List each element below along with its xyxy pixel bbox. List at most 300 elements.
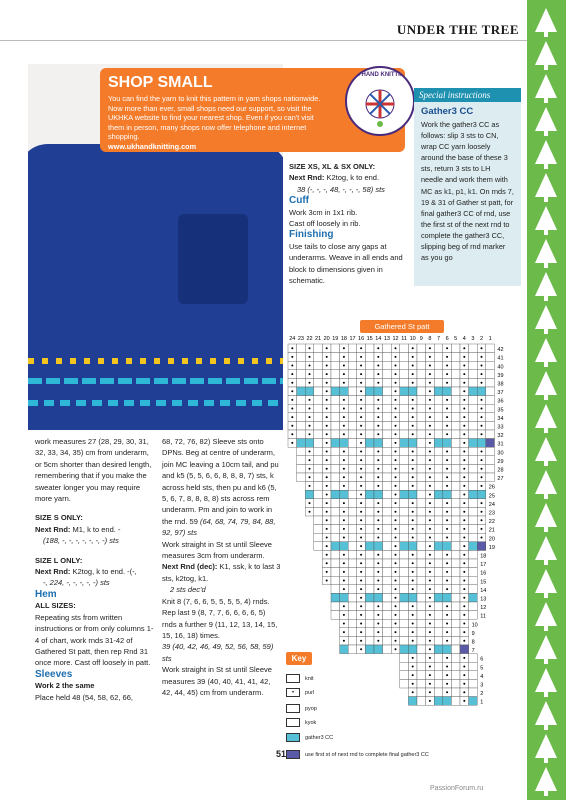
chart-cell (434, 576, 443, 585)
purl-dot (412, 683, 414, 685)
chart-row-label: 16 (480, 570, 487, 577)
chart-cell (383, 525, 392, 534)
special-instructions-heading: Special instructions (414, 88, 521, 102)
chart-cell (400, 619, 409, 628)
chart-cell (469, 473, 478, 482)
logo-text: UK HAND KNITTING (351, 72, 409, 78)
chart-cell (331, 516, 340, 525)
chart-cell (451, 593, 460, 602)
purl-dot (463, 433, 465, 435)
chart-cell (348, 473, 357, 482)
chart-cell (451, 533, 460, 542)
key-item (286, 704, 317, 713)
sleeves-subtitle: Work 2 the same (35, 681, 95, 691)
chart-cell (434, 619, 443, 628)
purl-dot (463, 623, 465, 625)
purl-dot (481, 468, 483, 470)
left-column (35, 436, 157, 703)
purl-dot (481, 519, 483, 521)
tree-icon (535, 140, 557, 164)
chart-cell (477, 439, 486, 448)
cuff-title: Cuff (289, 195, 309, 207)
purl-dot (395, 356, 397, 358)
chart-row-label: 26 (488, 484, 495, 491)
purl-dot (360, 588, 362, 590)
chart-cell (451, 671, 460, 680)
chart-cell (383, 439, 392, 448)
purl-dot (326, 485, 328, 487)
chart-row-label: 10 (471, 622, 478, 629)
chart-cell (417, 688, 426, 697)
chart-cell (331, 490, 340, 499)
chart-cell (383, 602, 392, 611)
purl-dot (446, 373, 448, 375)
chart-cell (365, 447, 374, 456)
chart-cell (451, 688, 460, 697)
purl-dot (377, 408, 379, 410)
chart-cell (314, 542, 323, 551)
chart-cell (400, 344, 409, 353)
chart-cell (434, 456, 443, 465)
chart-cell (451, 697, 460, 706)
chart-cell (374, 542, 383, 551)
chart-cell (417, 628, 426, 637)
tree-icon (535, 371, 557, 395)
chart-cell (314, 499, 323, 508)
chart-cell (365, 507, 374, 516)
chart-cell (348, 464, 357, 473)
chart-cell (348, 430, 357, 439)
chart-cell (434, 507, 443, 516)
purl-dot (343, 588, 345, 590)
chart-column-label: 8 (428, 336, 432, 342)
chart-row-label: 18 (480, 553, 487, 560)
chart-cell (331, 576, 340, 585)
chart-cell (434, 361, 443, 370)
purl-dot (377, 365, 379, 367)
purl-dot (412, 347, 414, 349)
next-rnd-text: K2tog, k to end. (324, 173, 380, 183)
purl-dot (446, 425, 448, 427)
chart-cell (451, 619, 460, 628)
purl-dot (412, 399, 414, 401)
next-rnd-text: M1, k to end. - (70, 524, 121, 534)
cuff-line-2: Cast off loosely in rib. (289, 219, 361, 229)
chart-cell (365, 576, 374, 585)
chart-cell (314, 404, 323, 413)
purl-dot (446, 588, 448, 590)
sleeve-pickup-text: 68, 72, 76, 82) Sleeve sts onto DPNs. Beg at centre of underarm, join MC leaving a 10cm tail, and pu and k5 (5, 5, 6, 6, 8, 8, 8, 7) sts, k across held sts, then pu and k6 (5, 5, 6, 7, 8, 8, 8, 8) sts across rem underarm. Pm and join to work in the rnd. 59 (162, 437, 279, 526)
chart-cell (417, 602, 426, 611)
purl-dot (326, 373, 328, 375)
chart-cell (417, 413, 426, 422)
chart-cell (314, 482, 323, 491)
chart-cell (443, 645, 452, 654)
chart-cell (348, 636, 357, 645)
purl-dot (446, 605, 448, 607)
shop-small-url[interactable]: www.ukhandknitting.com (108, 141, 197, 151)
chart-cell (297, 473, 306, 482)
purl-dot (446, 399, 448, 401)
chart-cell (451, 439, 460, 448)
chart-cell (417, 507, 426, 516)
purl-dot (360, 580, 362, 582)
chart-cell (348, 550, 357, 559)
chart-cell (365, 585, 374, 594)
purl-dot (377, 580, 379, 582)
chart-cell (297, 464, 306, 473)
purl-dot (343, 571, 345, 573)
purl-dot (326, 459, 328, 461)
chart-cell (469, 447, 478, 456)
purl-dot (343, 399, 345, 401)
chart-cell (383, 628, 392, 637)
purl-dot (412, 640, 414, 642)
purl-dot (343, 631, 345, 633)
purl-dot (412, 433, 414, 435)
purl-dot (481, 373, 483, 375)
chart-cell (348, 378, 357, 387)
purl-dot (429, 390, 431, 392)
purl-dot (446, 365, 448, 367)
chart-cell (469, 370, 478, 379)
chart-cell (340, 387, 349, 396)
purl-dot (343, 554, 345, 556)
chart-cell (314, 439, 323, 448)
chart-cell (383, 542, 392, 551)
chart-cell (434, 430, 443, 439)
purl-dot (429, 691, 431, 693)
chart-cell (469, 387, 478, 396)
chart-cell (469, 550, 478, 559)
chart-cell (331, 370, 340, 379)
purl-dot (481, 476, 483, 478)
sleeves-title: Sleeves (35, 668, 73, 680)
chart-cell (331, 559, 340, 568)
chart-row-label: 5 (480, 665, 484, 672)
chart-column-label: 20 (323, 336, 330, 342)
purl-dot (446, 657, 448, 659)
purl-dot (395, 640, 397, 642)
chart-cell (400, 628, 409, 637)
chart-cell (434, 593, 443, 602)
chart-column-label: 24 (289, 336, 296, 342)
chart-cell (434, 370, 443, 379)
chart-cell (434, 482, 443, 491)
purl-dot (326, 356, 328, 358)
purl-dot (481, 416, 483, 418)
purl-dot (481, 408, 483, 410)
chart-row-label: 22 (488, 519, 495, 526)
purl-dot (412, 408, 414, 410)
chart-cell (434, 645, 443, 654)
purl-dot (343, 511, 345, 513)
purl-dot (360, 468, 362, 470)
chart-cell (434, 447, 443, 456)
purl-dot (291, 399, 293, 401)
chart-cell (400, 370, 409, 379)
chart-cell (434, 559, 443, 568)
chart-cell (400, 430, 409, 439)
chart-cell (331, 585, 340, 594)
chart-cell (383, 619, 392, 628)
purl-dot (377, 373, 379, 375)
final-straight-text: Work straight in St st until Sleeve measures 39 (40, 40, 41, 41, 42, 42, 44, 45) cm from underarm. (162, 665, 272, 697)
purl-dot (429, 502, 431, 504)
chart-cell (314, 464, 323, 473)
purl-dot (446, 468, 448, 470)
chart-cell (365, 550, 374, 559)
purl-dot (429, 494, 431, 496)
chart-cell (383, 507, 392, 516)
chart-cell (383, 559, 392, 568)
chart-cell (383, 370, 392, 379)
chart-cell (297, 370, 306, 379)
purl-dot (481, 528, 483, 530)
chart-cell (451, 344, 460, 353)
chart-cell (469, 533, 478, 542)
chart-cell (451, 602, 460, 611)
chart-cell (365, 387, 374, 396)
purl-dot (395, 537, 397, 539)
purl-dot (395, 347, 397, 349)
purl-dot (429, 511, 431, 513)
chart-row-label: 28 (497, 467, 504, 474)
purl-dot (412, 459, 414, 461)
knit-rnds-text: Knit 8 (7, 6, 6, 5, 5, 5, 5, 4) rnds. (162, 596, 270, 606)
chart-cell (486, 361, 495, 370)
purl-dot (395, 648, 397, 650)
chart-cell (408, 542, 417, 551)
purl-dot (360, 511, 362, 513)
purl-dot (360, 408, 362, 410)
chart-cell (451, 679, 460, 688)
purl-dot (446, 580, 448, 582)
purl-dot (446, 476, 448, 478)
chart-cell (477, 490, 486, 499)
purl-dot (429, 373, 431, 375)
chart-row-label: 34 (497, 415, 504, 422)
chart-cell (434, 404, 443, 413)
chart-cell (305, 387, 314, 396)
chart-row-label: 35 (497, 407, 504, 414)
chart-cell (469, 361, 478, 370)
chart-row-label: 2 (480, 691, 484, 698)
chart-column-label: 16 (358, 336, 365, 342)
purl-dot (412, 605, 414, 607)
chart-cell (383, 361, 392, 370)
purl-dot (360, 390, 362, 392)
key-label: purl (305, 689, 315, 696)
purl-dot (377, 537, 379, 539)
purl-dot (429, 519, 431, 521)
purl-dot (360, 631, 362, 633)
purl-dot (463, 519, 465, 521)
purl-dot (309, 425, 311, 427)
chart-cell (348, 628, 357, 637)
blue-gather-stripe-2 (28, 400, 283, 406)
chart-cell (383, 473, 392, 482)
chart-cell (348, 559, 357, 568)
purl-dot (377, 347, 379, 349)
chart-cell (400, 507, 409, 516)
chart-row-label: 24 (488, 501, 495, 508)
chart-cell (365, 413, 374, 422)
purl-dot (343, 580, 345, 582)
purl-dot (377, 511, 379, 513)
chart-cell (451, 370, 460, 379)
purl-dot (377, 605, 379, 607)
purl-dot (446, 408, 448, 410)
chart-cell (417, 568, 426, 577)
chart-cell (331, 542, 340, 551)
purl-dot (395, 425, 397, 427)
chart-cell (417, 525, 426, 534)
chart-cell (383, 636, 392, 645)
chart-cell (297, 404, 306, 413)
purl-dot (412, 571, 414, 573)
tree-icon (535, 173, 557, 197)
purl-dot (446, 674, 448, 676)
purl-dot (291, 347, 293, 349)
next-rnd-label: Next Rnd: (289, 173, 325, 183)
chart-row-label: 38 (497, 381, 504, 388)
purl-dot (343, 433, 345, 435)
chart-cell (417, 490, 426, 499)
purl-dot (343, 416, 345, 418)
purl-dot (309, 459, 311, 461)
chart-cell (365, 464, 374, 473)
chart-cell (451, 568, 460, 577)
purl-dot (395, 580, 397, 582)
chart-cell (400, 533, 409, 542)
purl-dot (446, 537, 448, 539)
purl-dot (360, 416, 362, 418)
dec-label: Next Rnd (dec): (162, 562, 218, 572)
chart-cell (486, 404, 495, 413)
chart-cell (348, 568, 357, 577)
chart-cell (486, 430, 495, 439)
chart-cell (365, 396, 374, 405)
chart-cell (443, 697, 452, 706)
purl-dot (463, 537, 465, 539)
purl-dot (326, 580, 328, 582)
purl-dot (412, 382, 414, 384)
purl-dot (326, 519, 328, 521)
chart-cell (331, 507, 340, 516)
chart-cell (297, 413, 306, 422)
repeat-text: Rep last 9 (8, 7, 7, 6, 6, 6, 6, 5) rnds a further 9 (11, 12, 13, 14, 15, 15, 16, 18) times. (162, 608, 278, 640)
tree-icon (535, 437, 557, 461)
chart-cell (443, 542, 452, 551)
chart-cell (348, 404, 357, 413)
chart-cell (417, 516, 426, 525)
purl-dot (360, 425, 362, 427)
chart-cell (331, 413, 340, 422)
chart-cell (451, 456, 460, 465)
tree-icon (535, 701, 557, 725)
chart-cell (383, 464, 392, 473)
chart-cell (365, 533, 374, 542)
purl-dot (395, 459, 397, 461)
chart-cell (469, 516, 478, 525)
purl-dot (429, 580, 431, 582)
chart-cell (297, 396, 306, 405)
purl-dot (412, 623, 414, 625)
chart-column-label: 17 (349, 336, 356, 342)
chart-cell (331, 404, 340, 413)
purl-dot (395, 416, 397, 418)
chart-cell (451, 430, 460, 439)
purl-dot (412, 416, 414, 418)
chart-cell (469, 654, 478, 663)
chart-cell (305, 439, 314, 448)
chart-cell (383, 344, 392, 353)
chart-cell (469, 456, 478, 465)
chart-cell (434, 378, 443, 387)
chart-cell (365, 430, 374, 439)
chart-column-label: 11 (401, 336, 407, 342)
chart-cell (469, 576, 478, 585)
purl-dot (446, 502, 448, 504)
purl-dot (463, 580, 465, 582)
chart-cell (486, 473, 495, 482)
chart-row-label: 17 (480, 562, 487, 569)
purl-dot (377, 451, 379, 453)
purl-dot (326, 390, 328, 392)
purl-dot (377, 588, 379, 590)
final-gather-cell (486, 439, 495, 448)
chart-cell (417, 499, 426, 508)
purl-dot (446, 485, 448, 487)
chart-column-label: 15 (366, 336, 373, 342)
chart-cell (434, 611, 443, 620)
purl-dot (377, 528, 379, 530)
chart-cell (331, 533, 340, 542)
chart-cell (331, 396, 340, 405)
purl-dot (360, 365, 362, 367)
shop-small-title: SHOP SMALL (108, 74, 213, 91)
purl-dot (412, 451, 414, 453)
chart-cell (348, 387, 357, 396)
chart-cell (314, 387, 323, 396)
chart-cell (400, 387, 409, 396)
chart-cell (348, 602, 357, 611)
chart-cell (348, 533, 357, 542)
chart-column-label: 21 (315, 336, 322, 342)
chart-cell (331, 525, 340, 534)
chart-cell (434, 671, 443, 680)
chart-cell (314, 533, 323, 542)
purl-dot (481, 511, 483, 513)
purl-dot (309, 485, 311, 487)
chart-cell (434, 542, 443, 551)
chart-cell (331, 421, 340, 430)
purl-dot (360, 485, 362, 487)
finishing-title: Finishing (289, 229, 334, 241)
key-label: gather3 CC (305, 734, 334, 741)
purl-dot (377, 459, 379, 461)
purl-dot (343, 356, 345, 358)
chart-cell (400, 361, 409, 370)
purl-dot (291, 416, 293, 418)
chart-cell (365, 593, 374, 602)
hem-body: Repeating sts from written instructions or from only columns 1-4 of chart, work rnds 31-42 of Gathered St patt, then rep Rnd 31 once more. Cast off loosely in patt. (35, 612, 154, 668)
chart-cell (451, 499, 460, 508)
purl-dot (291, 390, 293, 392)
chart-cell (383, 533, 392, 542)
chart-cell (314, 507, 323, 516)
